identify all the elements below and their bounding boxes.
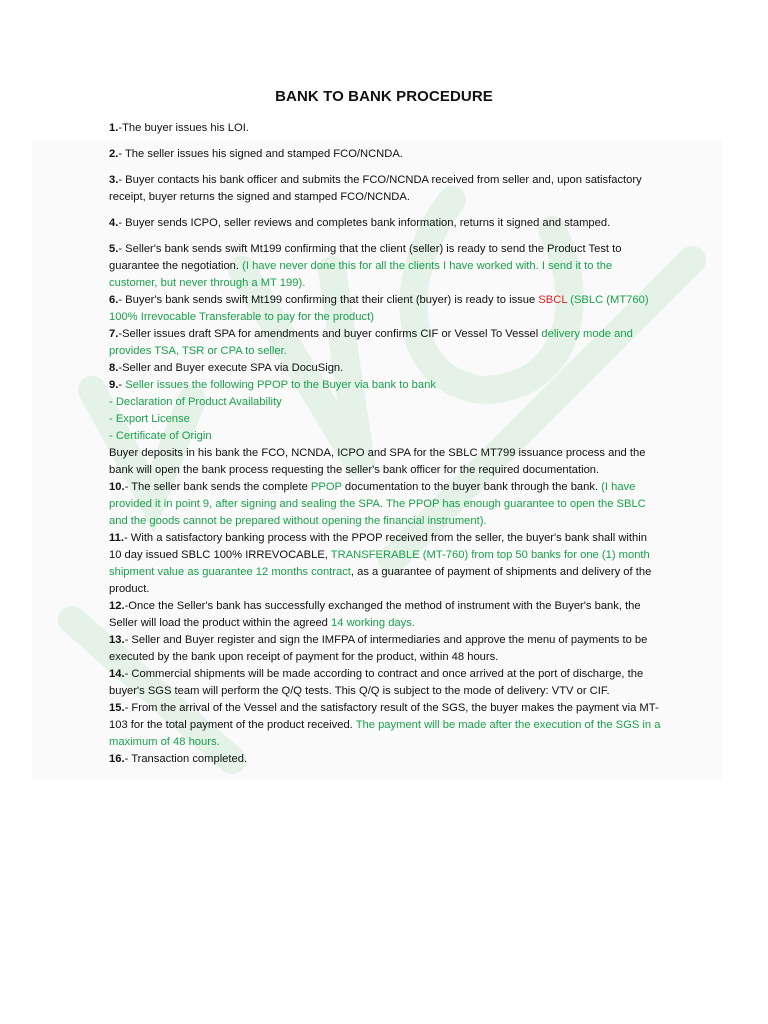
step-8 [109, 360, 661, 377]
step-11 [109, 530, 661, 598]
step-number: 14. [109, 668, 125, 680]
step-text: - Buyer contacts his bank officer and submits the FCO/NCNDA received from seller and, upon satisfactory receipt, buyer returns the signed and stamped FCO/NCNDA. [109, 174, 642, 203]
step-1 [109, 120, 661, 137]
step-4 [109, 215, 661, 232]
step-12 [109, 598, 661, 632]
step-number: 7. [109, 328, 119, 340]
step-note: The payment will be made after the execution of the SGS in a maximum of 48 hours. [109, 719, 661, 748]
step-text: - Buyer's bank sends swift Mt199 confirming that their client (buyer) is ready to issue [118, 294, 539, 306]
step-number: 15. [109, 702, 125, 714]
step-15 [109, 700, 661, 751]
step-text: - Commercial shipments will be made according to contract and once arrived at the port of discharge, the buyer's SGS team will perform the Q/Q tests. This Q/Q is subject to the mode of delivery: VTV or CIF. [109, 668, 644, 697]
step-number: 4. [109, 217, 119, 229]
step-number: 6. [109, 294, 119, 306]
step-note: (SBLC (MT760) 100% Irrevocable Transferable to pay for the product) [109, 294, 649, 323]
step-text: -The buyer issues his LOI. [118, 122, 249, 134]
step-number: 10. [109, 481, 125, 493]
step-text-continued: , as a guarantee of payment of shipments and delivery of the product. [109, 566, 652, 595]
step-number: 11. [109, 532, 124, 544]
step-text: - Buyer sends ICPO, seller reviews and completes bank information, returns it signed and stamped. [118, 217, 611, 229]
step-number: 9. [109, 379, 119, 391]
step-red-text: SBCL [538, 294, 568, 306]
step-text: - Transaction completed. [124, 753, 248, 765]
step-text: - With a satisfactory banking process with the PPOP received from the seller, the buyer's bank shall within 10 day issued SBLC 100% IRREVOCABLE, [109, 532, 647, 561]
step-9-followup: Buyer deposits in his bank the FCO, NCNDA, ICPO and SPA for the SBLC MT799 issuance process and the bank will open the bank process requesting the seller's bank officer for the required documentation. [109, 447, 646, 476]
step-text: - From the arrival of the Vessel and the satisfactory result of the SGS, the buyer makes the payment via MT-103 for the total payment of the product received. [109, 702, 659, 731]
step-14 [109, 666, 661, 700]
step-text: -Seller and Buyer execute SPA via DocuSign. [118, 362, 344, 374]
step-text: - Seller and Buyer register and sign the IMFPA of intermediaries and approve the menu of payments to be executed by the bank upon receipt of payment for the product, within 48 hours. [109, 634, 648, 663]
step-note: (I have provided it in point 9, after signing and sealing the SPA. The PPOP has enough guarantee to open the SBLC and the goods cannot be prepared without opening the financial instrument). [109, 481, 646, 527]
step-number: 12. [109, 600, 125, 612]
step-note: delivery mode and provides TSA, TSR or CPA to seller. [109, 328, 633, 357]
step-9 [109, 377, 661, 394]
page-title: BANK TO BANK PROCEDURE [275, 88, 493, 105]
list-item: - Export License [109, 413, 190, 425]
step-note: Seller issues the following PPOP to the Buyer via bank to bank [125, 379, 436, 391]
step-number: 1. [109, 122, 119, 134]
step-number: 8. [109, 362, 119, 374]
step-text: - The seller bank sends the complete [124, 481, 311, 493]
step-13 [109, 632, 661, 666]
step-number: 13. [109, 634, 125, 646]
step-number: 16. [109, 753, 125, 765]
step-number: 2. [109, 148, 119, 160]
step-text: -Once the Seller's bank has successfully exchanged the method of instrument with the Buyer's bank, the Seller will load the product within the agreed [109, 600, 641, 629]
step-note: 14 working days. [331, 617, 415, 629]
procedure-steps [109, 120, 661, 768]
step-text: -Seller issues draft SPA for amendments and buyer confirms CIF or Vessel To Vessel [118, 328, 542, 340]
step-green-text: PPOP [310, 481, 342, 493]
step-3 [109, 172, 661, 206]
step-5 [109, 241, 661, 292]
step-7 [109, 326, 661, 360]
step-text-continued: documentation to the buyer bank through the bank. [341, 481, 602, 493]
step-6 [109, 292, 661, 326]
step-text: - Seller's bank sends swift Mt199 confirming that the client (seller) is ready to send the Product Test to guarantee the negotiation. [109, 243, 622, 272]
step-note: (I have never done this for all the clients I have worked with. I send it to the customer, but never through a MT 199). [109, 260, 613, 289]
step-10 [109, 479, 661, 530]
step-text: - The seller issues his signed and stamped FCO/NCNDA. [118, 148, 403, 160]
step-note: TRANSFERABLE (MT-760) from top 50 banks for one (1) month shipment value as guarantee 12 months contract [109, 549, 650, 578]
list-item: - Certificate of Origin [109, 430, 212, 442]
step-2 [109, 146, 661, 163]
step-16 [109, 751, 661, 768]
list-item: - Declaration of Product Availability [109, 396, 282, 408]
step-text: - [118, 379, 126, 391]
step-number: 5. [109, 243, 119, 255]
step-number: 3. [109, 174, 119, 186]
